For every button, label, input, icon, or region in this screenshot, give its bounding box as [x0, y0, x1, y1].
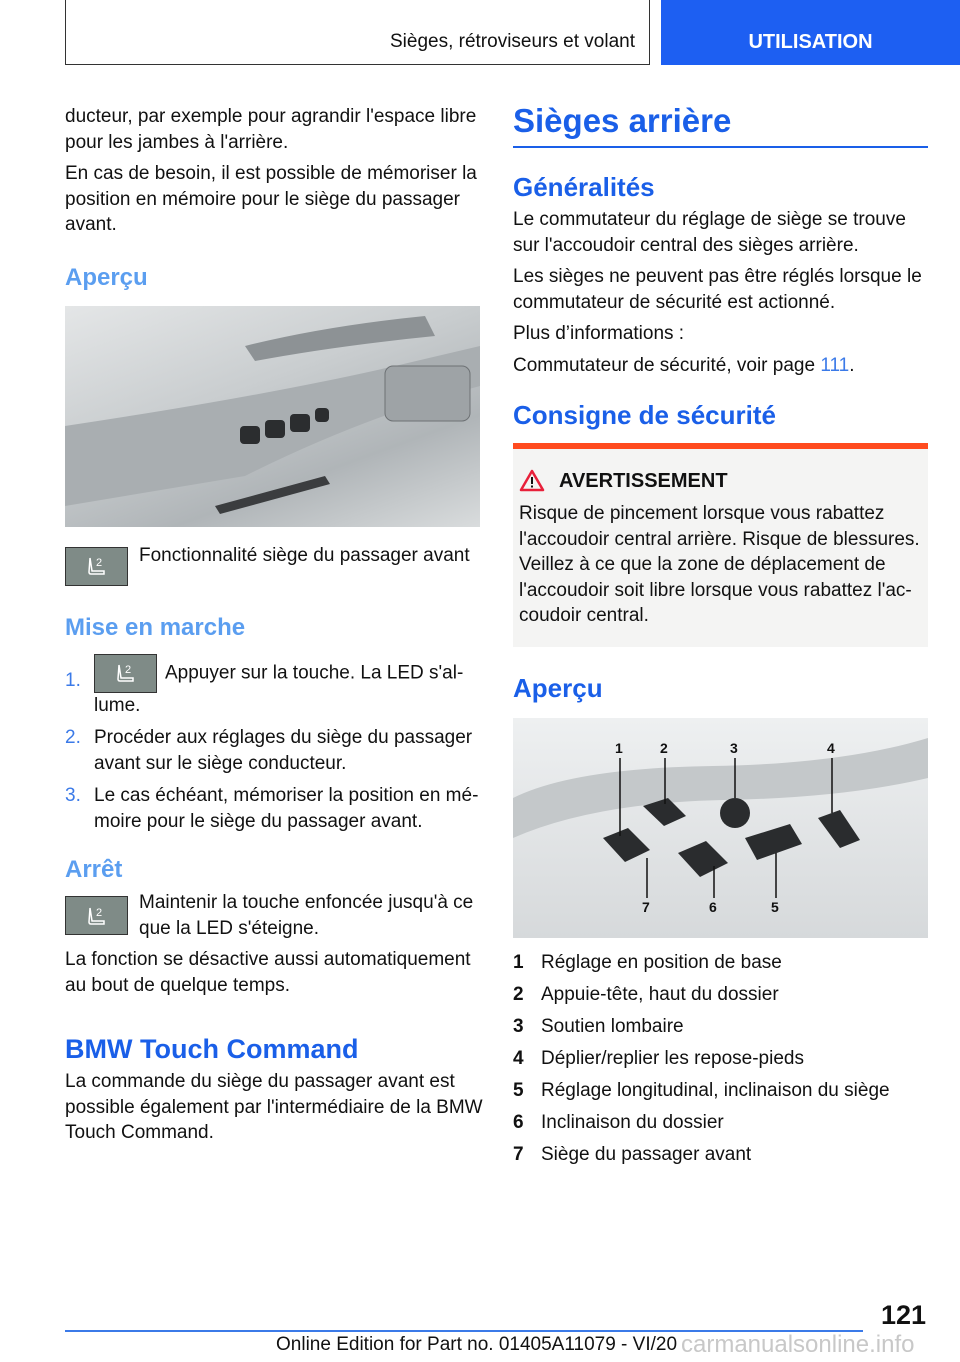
step-text: Le cas échéant, mémoriser la position en mémoire pour le siège du passager avant.	[94, 785, 479, 832]
door-panel-image	[65, 306, 480, 527]
legend-item	[513, 1112, 928, 1144]
legend-item	[513, 1048, 928, 1080]
legend-number: 4	[513, 1048, 524, 1069]
section-heading: Aperçu	[513, 673, 603, 703]
legend-number: 1	[513, 952, 524, 973]
armrest-controls-image	[513, 718, 928, 938]
warning-title: AVERTISSEMENT	[559, 469, 728, 492]
legend-number: 3	[513, 1016, 524, 1037]
paragraph: Plus d’informations :	[513, 323, 685, 344]
svg-text:2: 2	[95, 557, 102, 569]
section-heading: Aperçu	[65, 263, 148, 291]
legend-text: Siège du passager avant	[541, 1144, 752, 1165]
legend-text: Appuie-tête, haut du dossier	[541, 984, 779, 1005]
legend-text: Déplier/replier les repose-pieds	[541, 1048, 804, 1069]
key-caption-row	[65, 544, 485, 586]
warning-box	[513, 443, 928, 647]
page-title: Sièges arrière	[513, 102, 928, 148]
edition-text: Online Edition for Part no. 01405A11079 - VI/20	[276, 1334, 678, 1355]
paragraph: Les sièges ne peuvent pas être réglés lorsque le commutateur de sécurité est actionné.	[513, 266, 922, 313]
paragraph: En cas de besoin, il est possible de mémoriser la position en mémoire pour le siège du passager avant.	[65, 163, 477, 235]
callout-label: 5	[771, 899, 779, 915]
left-column	[65, 104, 485, 1146]
paragraph: Maintenir la touche enfoncée jusqu'à ce que la LED s'éteigne.	[139, 892, 474, 939]
step-text: Procéder aux réglages du siège du passager avant sur le siège conducteur.	[94, 727, 473, 774]
page-link[interactable]: 111	[820, 354, 850, 376]
legend-number: 6	[513, 1112, 524, 1133]
svg-text:2: 2	[124, 664, 131, 676]
legend-text: Réglage en position de base	[541, 952, 782, 973]
callout-label: 7	[642, 899, 650, 915]
section-heading: Arrêt	[65, 856, 123, 883]
paragraph: ducteur, par exemple pour agrandir l'espace libre pour les jambes à l'arrière.	[65, 106, 477, 153]
step-number: 2.	[65, 727, 81, 748]
callout-label: 4	[827, 740, 835, 756]
right-column	[513, 102, 928, 1176]
legend-text: Soutien lombaire	[541, 1016, 684, 1037]
section-heading: Généralités	[513, 172, 655, 202]
chapter-title: Sièges, rétroviseurs et volant	[389, 31, 635, 52]
legend-text: Inclinaison du dossier	[541, 1112, 724, 1133]
callout-label: 6	[709, 899, 717, 915]
legend-list	[513, 952, 928, 1176]
legend-number: 7	[513, 1144, 524, 1165]
legend-item	[513, 1016, 928, 1048]
seat-2-button-icon	[65, 547, 128, 586]
section-heading: Consigne de sécurité	[513, 400, 776, 430]
list-item	[65, 725, 485, 776]
step-number: 3.	[65, 785, 81, 806]
step-number: 1.	[65, 669, 81, 691]
callout-label: 1	[615, 740, 623, 756]
paragraph: Le commutateur du réglage de siège se trouve sur l'accoudoir central des sièges arrière.	[513, 209, 906, 256]
section-heading: Mise en marche	[65, 613, 246, 641]
watermark: carmanualsonline.info	[681, 1331, 915, 1358]
section-tab[interactable]: UTILISATION	[661, 0, 960, 65]
callout-label: 3	[730, 740, 738, 756]
section-heading: BMW Touch Command	[65, 1034, 359, 1064]
seat-2-button-icon	[65, 896, 128, 935]
steps-list	[65, 654, 485, 835]
reference-text: Commutateur de sécurité, voir page	[513, 354, 821, 376]
legend-item	[513, 1144, 928, 1176]
seat-2-button-icon	[94, 654, 157, 693]
paragraph: La commande du siège du passager avant est possible également par l'intermédiaire de la BMW Touch Command.	[65, 1071, 483, 1143]
warning-text: Risque de pincement lorsque vous rabattez l'accoudoir central arrière. Risque de blessures. Veillez à ce que la zone de déplacement de l'accoudoir soit libre lorsque vous rabattez l'accoudoir central.	[519, 503, 920, 626]
step-text: Appuyer sur la touche. La LED s'allume.	[94, 662, 464, 716]
warning-triangle-icon	[519, 469, 545, 493]
page-number: 121	[880, 1300, 926, 1330]
key-caption: Fonctionnalité siège du passager avant	[139, 544, 470, 566]
list-item	[65, 783, 485, 834]
legend-text: Réglage longitudinal, inclinaison du siège	[541, 1080, 890, 1101]
key-caption-row	[65, 892, 485, 941]
legend-number: 5	[513, 1080, 524, 1101]
paragraph: La fonction se désactive aussi automatiquement au bout de quelque temps.	[65, 949, 471, 996]
list-item	[65, 654, 485, 719]
legend-number: 2	[513, 984, 524, 1005]
svg-text:2: 2	[95, 906, 102, 919]
paragraph: Commutateur de sécurité, voir page 111.	[513, 354, 855, 376]
legend-item	[513, 1080, 928, 1112]
legend-item	[513, 984, 928, 1016]
callout-label: 2	[660, 740, 668, 756]
warning-header	[519, 469, 922, 493]
legend-item	[513, 952, 928, 984]
